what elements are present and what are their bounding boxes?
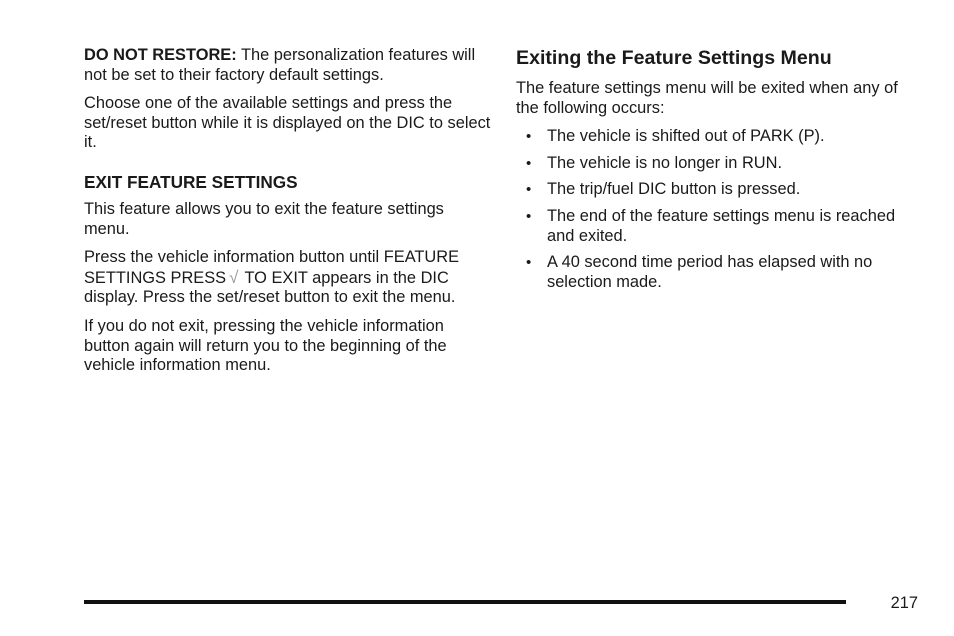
- list-item: [516, 180, 920, 200]
- footer-divider: [84, 600, 846, 604]
- exit-feature-settings-heading: EXIT FEATURE SETTINGS: [84, 171, 298, 192]
- page-number: 217: [890, 594, 918, 612]
- bullet-icon: •: [526, 181, 532, 199]
- bullet-icon: •: [526, 154, 532, 172]
- list-item-text: The trip/fuel DIC button is pressed.: [547, 180, 801, 199]
- list-item: [516, 253, 920, 292]
- press-text-after: TO EXIT appears in the DIC display. Press the set/reset button to exit the menu.: [84, 268, 456, 307]
- bullet-icon: •: [526, 254, 532, 272]
- exiting-menu-heading: Exiting the Feature Settings Menu: [516, 47, 832, 69]
- list-item: [516, 127, 920, 147]
- no-exit-paragraph: If you do not exit, pressing the vehicle information button again will return you to the beginning of the vehicle information menu.: [84, 316, 447, 375]
- list-item-text: The end of the feature settings menu is reached and exited.: [547, 206, 896, 245]
- choose-setting-paragraph: Choose one of the available settings and press the set/reset button while it is displayed on the DIC to select it.: [84, 94, 491, 152]
- exiting-intro-paragraph: The feature settings menu will be exited when any of the following occurs:: [516, 79, 898, 117]
- do-not-restore-text: The personalization features will not be set to their factory default settings.: [84, 46, 476, 84]
- press-button-paragraph: [84, 248, 492, 308]
- exit-intro-paragraph: This feature allows you to exit the feature settings menu.: [84, 199, 444, 238]
- list-item: [516, 207, 920, 246]
- left-column: [84, 46, 492, 385]
- list-item-text: The vehicle is shifted out of PARK (P).: [547, 127, 825, 146]
- bullet-icon: •: [526, 207, 532, 225]
- do-not-restore-label: DO NOT RESTORE:: [84, 46, 237, 64]
- do-not-restore-paragraph: [84, 46, 492, 85]
- list-item-text: A 40 second time period has elapsed with no selection made.: [547, 253, 873, 291]
- checkmark-icon: √: [229, 267, 239, 287]
- list-item-text: The vehicle is no longer in RUN.: [547, 153, 783, 172]
- right-column: [516, 46, 920, 299]
- press-text-before: Press the vehicle information button until FEATURE SETTINGS PRESS: [84, 248, 460, 287]
- bullet-icon: •: [526, 128, 532, 146]
- exit-conditions-list: [516, 127, 920, 292]
- list-item: [516, 154, 920, 174]
